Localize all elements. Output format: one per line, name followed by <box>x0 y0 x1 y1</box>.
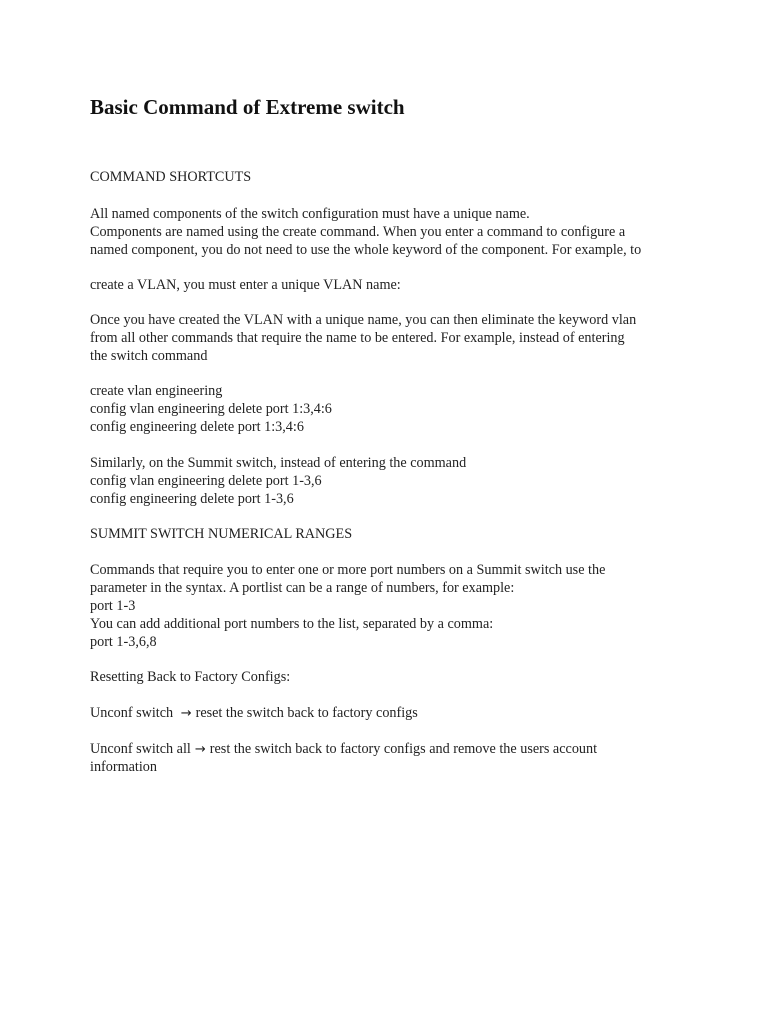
unconf-switch-line <box>90 704 690 722</box>
unconf-switch-all-entry <box>90 740 690 776</box>
command-examples <box>90 382 690 436</box>
section-heading-command-shortcuts <box>90 168 690 186</box>
command-line: config vlan engineering delete port 1-3,6 <box>90 473 322 489</box>
unconf-all-continuation: information <box>90 759 157 775</box>
paragraph-line: from all other commands that require the name to be entered. For example, instead of entering <box>90 330 625 346</box>
paragraph-line: Once you have created the VLAN with a unique name, you can then eliminate the keyword vlan <box>90 312 637 328</box>
paragraph-line: You can add additional port numbers to the list, separated by a comma: <box>90 616 494 632</box>
unconf-all-command: Unconf switch all <box>90 741 191 757</box>
paragraph-line: Commands that require you to enter one or more port numbers on a Summit switch use the <box>90 562 606 578</box>
section-heading: SUMMIT SWITCH NUMERICAL RANGES <box>90 526 353 542</box>
unconf-all-description: rest the switch back to factory configs and remove the users account <box>209 741 598 757</box>
command-line: config engineering delete port 1:3,4:6 <box>90 419 304 435</box>
command-line: config vlan engineering delete port 1:3,4:6 <box>90 401 332 417</box>
unconf-command: Unconf switch <box>90 705 174 721</box>
command-line: config engineering delete port 1-3,6 <box>90 491 294 507</box>
unconf-switch-entry <box>90 704 690 722</box>
paragraph-line: Components are named using the create command. When you enter a command to configure a <box>90 224 626 240</box>
paragraph-line: Similarly, on the Summit switch, instead of entering the command <box>90 455 467 471</box>
paragraph-line: named component, you do not need to use the whole keyword of the component. For example, to <box>90 242 642 258</box>
unconf-switch-all-line <box>90 740 690 758</box>
right-arrow-icon: → <box>194 742 206 757</box>
document-title: Basic Command of Extreme switch <box>90 95 405 119</box>
unconf-description: reset the switch back to factory configs <box>195 705 418 721</box>
command-line: port 1-3 <box>90 598 136 614</box>
summit-example-paragraph <box>90 454 690 508</box>
right-arrow-icon: → <box>180 706 192 721</box>
command-line: create vlan engineering <box>90 383 223 399</box>
paragraph-line: parameter in the syntax. A portlist can be a range of numbers, for example: <box>90 580 515 596</box>
intro-paragraph <box>90 205 690 259</box>
paragraph-line: create a VLAN, you must enter a unique VLAN name: <box>90 277 401 293</box>
command-line: port 1-3,6,8 <box>90 634 157 650</box>
reset-heading <box>90 668 690 686</box>
paragraph-line: the switch command <box>90 348 208 364</box>
section-heading-numerical-ranges <box>90 525 690 543</box>
paragraph-line: All named components of the switch configuration must have a unique name. <box>90 206 530 222</box>
eliminate-keyword-paragraph <box>90 311 690 365</box>
reset-heading-text: Resetting Back to Factory Configs: <box>90 669 291 685</box>
section-heading: COMMAND SHORTCUTS <box>90 169 252 185</box>
vlan-name-paragraph <box>90 276 690 294</box>
portlist-paragraph <box>90 561 690 651</box>
